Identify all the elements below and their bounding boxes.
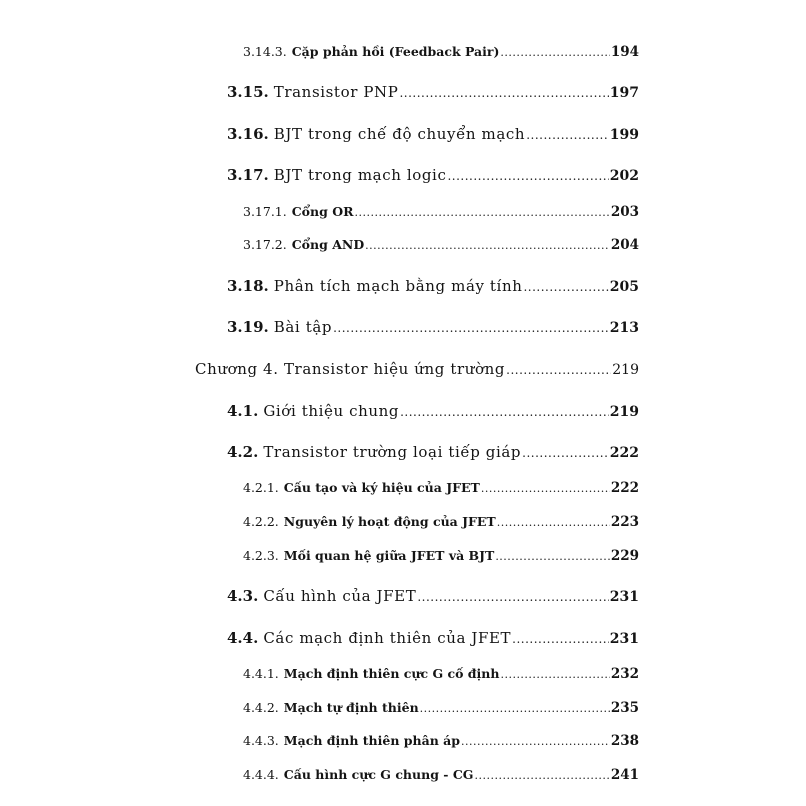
- dot-leader: [365, 239, 610, 252]
- toc-entry-3-15[interactable]: [227, 83, 639, 101]
- section-number: 4.3.: [227, 587, 259, 605]
- page-number: 231: [609, 631, 639, 647]
- toc-entry-3-17[interactable]: [227, 166, 639, 184]
- toc-entry-4-4-4[interactable]: [243, 767, 639, 783]
- section-number: 4.2.1.: [243, 480, 279, 495]
- page-number: 203: [610, 204, 639, 220]
- section-number: 4.2.2.: [243, 514, 279, 529]
- toc-entry-4-2-3[interactable]: [243, 548, 639, 564]
- dot-leader: [461, 735, 610, 748]
- toc-entry-4-2[interactable]: [227, 443, 639, 461]
- section-title: BJT trong chế độ chuyển mạch: [273, 125, 526, 143]
- dot-leader: [420, 702, 610, 715]
- section-title: Cấu hình của JFET: [263, 587, 417, 605]
- section-number: 3.19.: [227, 318, 269, 336]
- toc-entry-4-4[interactable]: [227, 629, 639, 647]
- page-number: 219: [609, 404, 639, 420]
- section-title: Cổng AND: [291, 237, 365, 252]
- dot-leader: [526, 128, 609, 142]
- section-title: Các mạch định thiên của JFET: [263, 629, 512, 647]
- dot-leader: [474, 769, 609, 782]
- toc-entry-3-14-3[interactable]: [243, 44, 639, 60]
- section-title: Cổng OR: [291, 204, 354, 219]
- dot-leader: [399, 86, 608, 100]
- section-title: Nguyên lý hoạt động của JFET: [283, 514, 496, 529]
- dot-leader: [495, 550, 610, 563]
- dot-leader: [512, 632, 609, 646]
- dot-leader: [506, 363, 611, 377]
- page-number: 197: [609, 85, 639, 101]
- dot-leader: [522, 446, 609, 460]
- toc-entry-3-18[interactable]: [227, 277, 639, 295]
- section-number: 3.17.2.: [243, 237, 287, 252]
- page-number: 219: [612, 362, 639, 378]
- dot-leader: [497, 516, 610, 529]
- dot-leader: [500, 668, 609, 681]
- toc-entry-4-2-2[interactable]: [243, 514, 639, 530]
- page-number: 241: [610, 767, 639, 783]
- page-number: 205: [609, 279, 639, 295]
- section-title: Transistor PNP: [273, 83, 399, 101]
- page-number: 202: [609, 168, 639, 184]
- section-number: 4.4.2.: [243, 700, 279, 715]
- section-title: Mạch định thiên cực G cố định: [283, 666, 500, 681]
- section-number: 3.17.: [227, 166, 269, 184]
- toc-entry-chapter-4[interactable]: [195, 360, 639, 378]
- section-title: Transistor trường loại tiếp giáp: [263, 443, 522, 461]
- page-number: 232: [610, 666, 639, 682]
- toc-entry-4-4-3[interactable]: [243, 733, 639, 749]
- section-number: 4.4.4.: [243, 767, 279, 782]
- section-title: Mạch tự định thiên: [283, 700, 419, 715]
- section-number: 4.2.: [227, 443, 259, 461]
- page-number: 222: [609, 445, 639, 461]
- page-number: 238: [610, 733, 639, 749]
- page-number: 235: [610, 700, 639, 716]
- toc-entry-4-2-1[interactable]: [243, 480, 639, 496]
- toc-entry-3-17-1[interactable]: [243, 204, 639, 220]
- page-number: 222: [610, 480, 639, 496]
- section-number: 4.1.: [227, 402, 259, 420]
- toc-entry-4-4-1[interactable]: [243, 666, 639, 682]
- dot-leader: [400, 405, 609, 419]
- section-number: 3.16.: [227, 125, 269, 143]
- toc-entry-3-16[interactable]: [227, 125, 639, 143]
- dot-leader: [523, 280, 608, 294]
- page-number: 199: [609, 127, 639, 143]
- dot-leader: [417, 590, 608, 604]
- page-number: 204: [610, 237, 639, 253]
- section-number: 4.4.1.: [243, 666, 279, 681]
- page-number: 231: [609, 589, 639, 605]
- section-title: BJT trong mạch logic: [273, 166, 447, 184]
- section-title: Bài tập: [273, 318, 333, 336]
- section-title: Phân tích mạch bằng máy tính: [273, 277, 523, 295]
- dot-leader: [500, 46, 609, 59]
- section-number: 4.2.3.: [243, 548, 279, 563]
- dot-leader: [333, 321, 609, 335]
- toc-entry-3-19[interactable]: [227, 318, 639, 336]
- section-title: Mối quan hệ giữa JFET và BJT: [283, 548, 495, 563]
- dot-leader: [354, 206, 609, 219]
- dot-leader: [481, 482, 610, 495]
- section-number: 4.4.: [227, 629, 259, 647]
- toc-entry-4-1[interactable]: [227, 402, 639, 420]
- page-number: 213: [609, 320, 639, 336]
- section-number: 3.17.1.: [243, 204, 287, 219]
- section-number: 3.14.3.: [243, 44, 287, 59]
- section-number: 3.15.: [227, 83, 269, 101]
- section-number: 3.18.: [227, 277, 269, 295]
- section-title: Giới thiệu chung: [263, 402, 400, 420]
- page-number: 229: [610, 548, 639, 564]
- toc-entry-3-17-2[interactable]: [243, 237, 639, 253]
- page-number: 194: [610, 44, 639, 60]
- chapter-title: Chương 4. Transistor hiệu ứng trường: [195, 360, 506, 378]
- section-title: Mạch định thiên phân áp: [283, 733, 460, 748]
- toc-entry-4-4-2[interactable]: [243, 700, 639, 716]
- dot-leader: [447, 169, 608, 183]
- toc-entry-4-3[interactable]: [227, 587, 639, 605]
- section-title: Cặp phản hồi (Feedback Pair): [291, 44, 500, 59]
- section-title: Cấu hình cực G chung - CG: [283, 767, 474, 782]
- page-number: 223: [610, 514, 639, 530]
- section-number: 4.4.3.: [243, 733, 279, 748]
- section-title: Cấu tạo và ký hiệu của JFET: [283, 480, 480, 495]
